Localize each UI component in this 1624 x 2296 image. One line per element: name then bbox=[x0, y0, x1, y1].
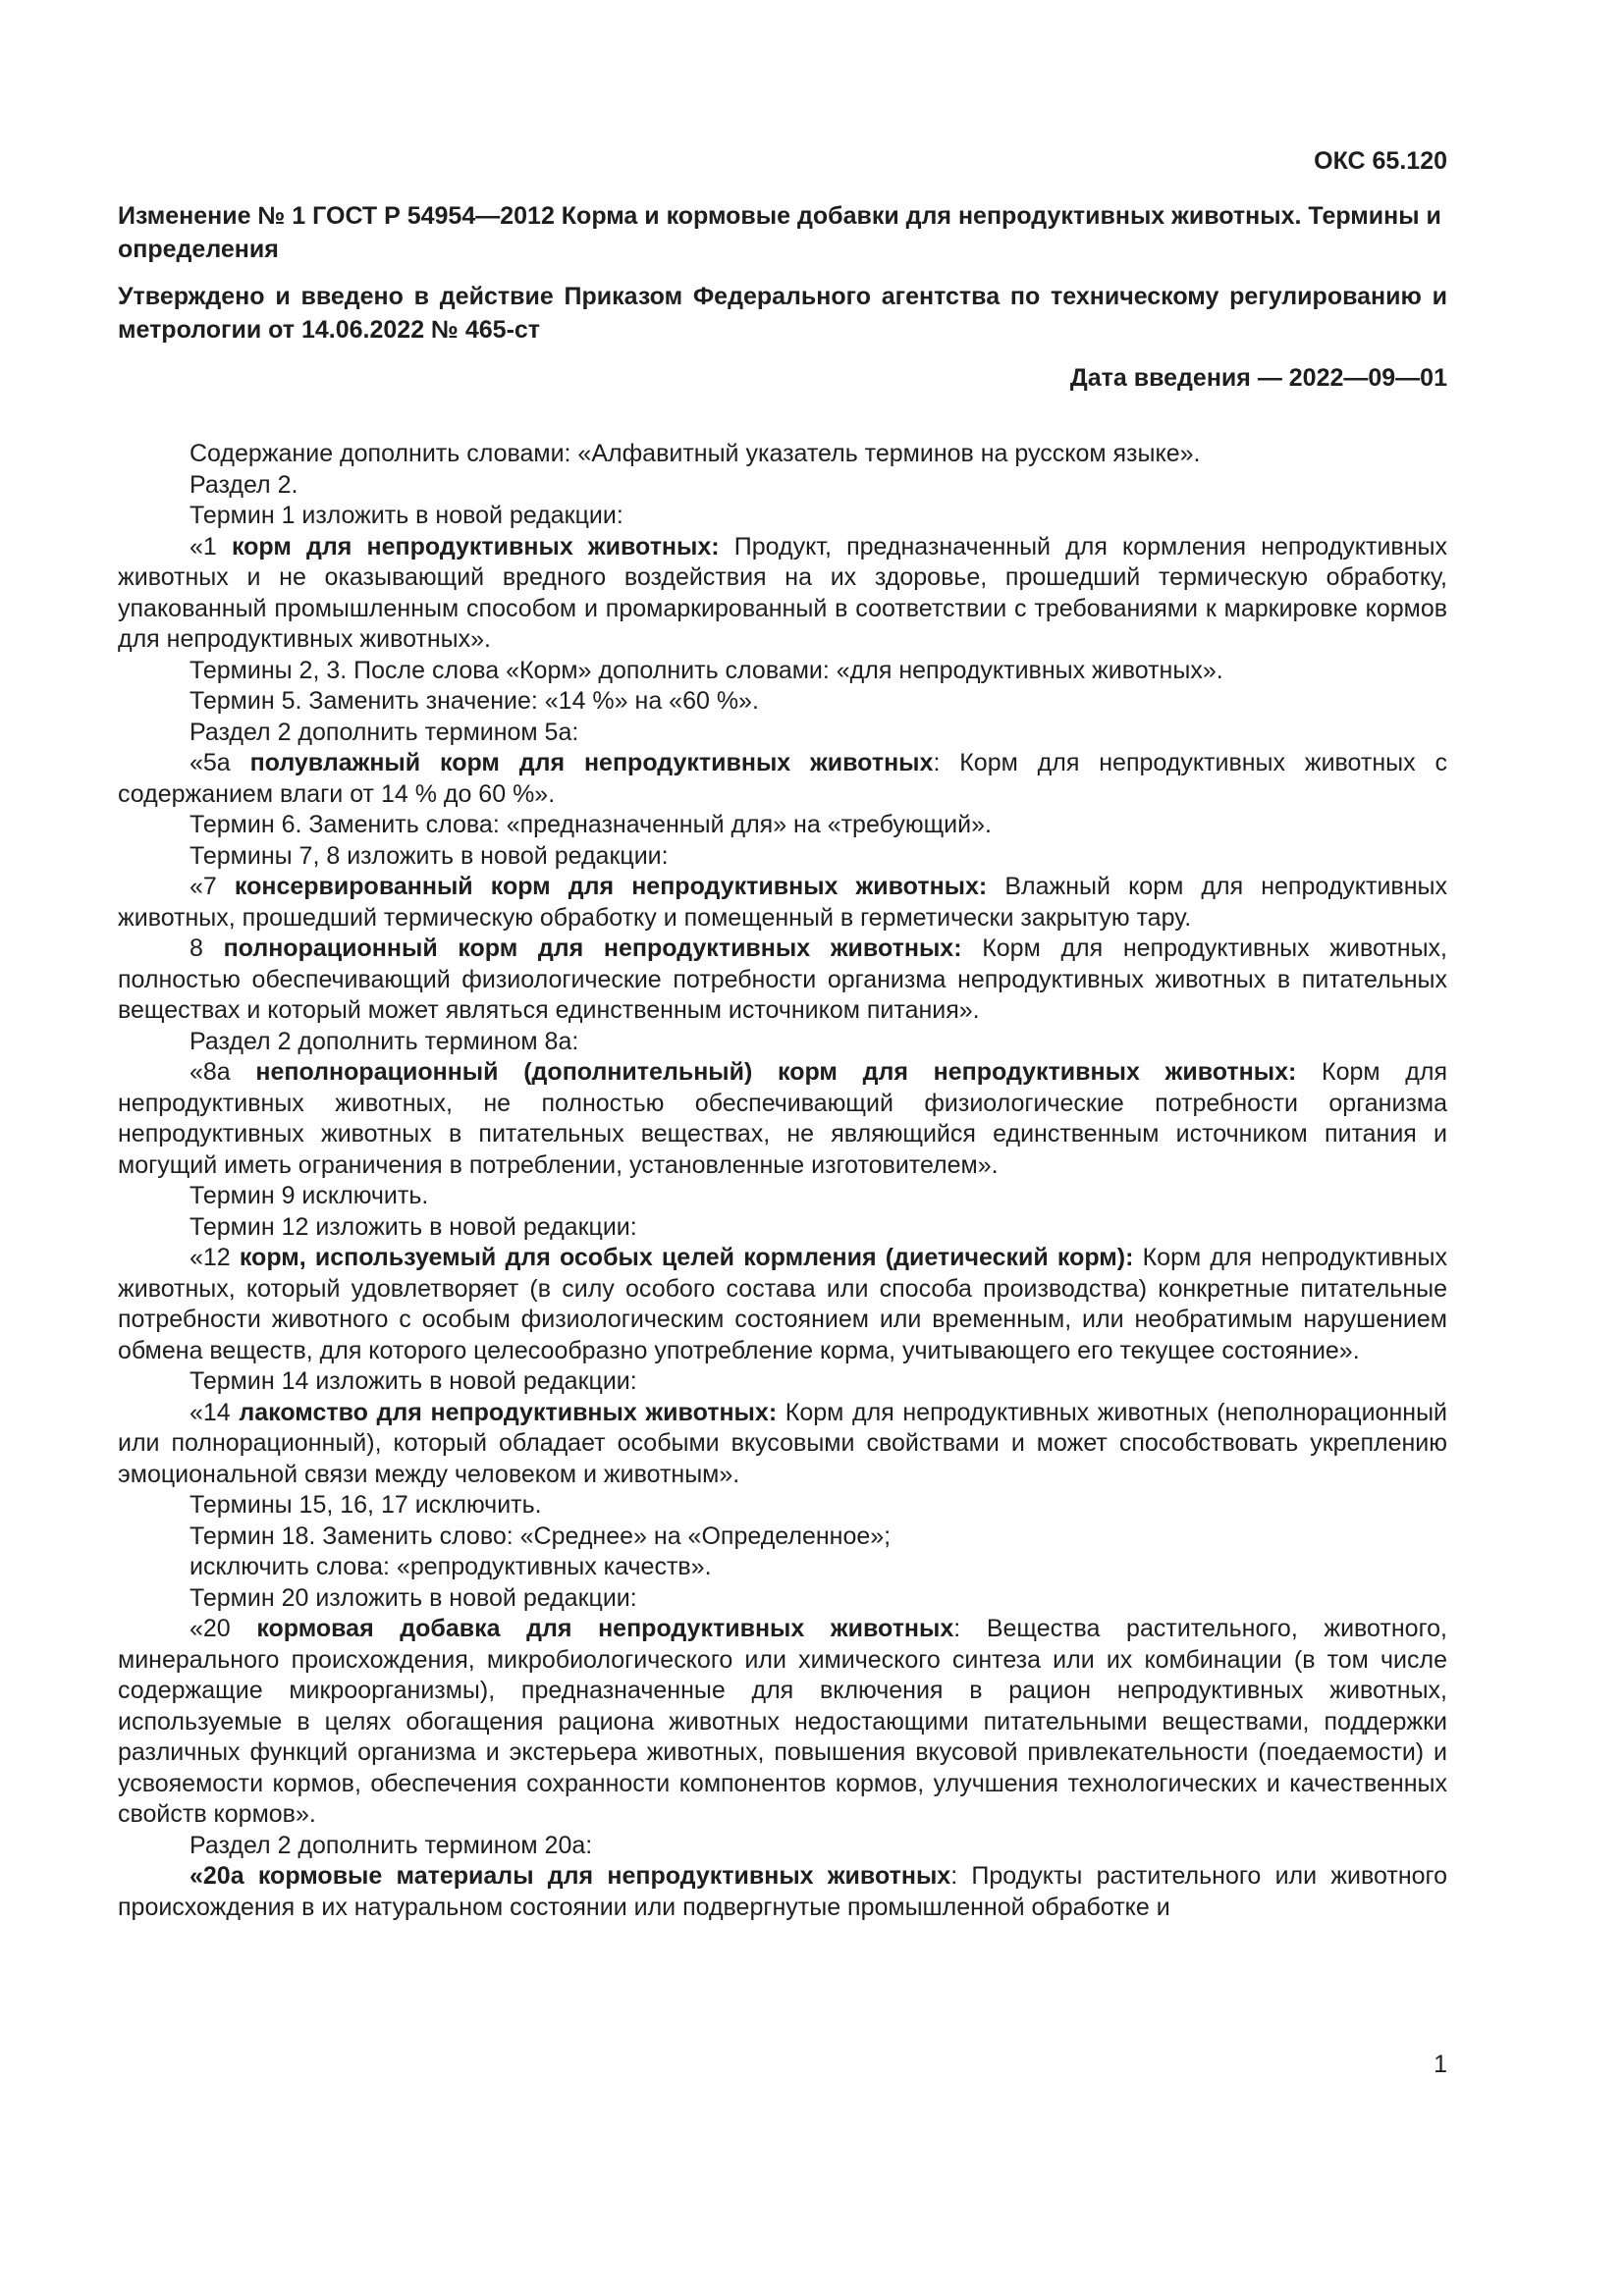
term-name: полнорационный корм для непродуктивных животных: bbox=[223, 934, 962, 962]
paragraph: Раздел 2. bbox=[189, 470, 298, 499]
paragraph: Термин 20 изложить в новой редакции: bbox=[189, 1583, 637, 1612]
term-name: консервированный корм для непродуктивных животных: bbox=[234, 873, 988, 900]
paragraph: Термин 5. Заменить значение: «14 %» на «60 %». bbox=[189, 687, 759, 715]
paragraph: Термин 6. Заменить слова: «предназначенный для» на «требующий». bbox=[189, 811, 992, 838]
paragraph: Раздел 2 дополнить термином 5а: bbox=[189, 718, 579, 746]
term-definition: «8а неполнорационный (дополнительный) корм для непродуктивных животных: Корм для непродуктивных животных, не полностью обеспечивающий физиологические потребности организма непродуктивных животных в питательных веществах, не являющийся единственным источником питания и могущий иметь ограничения в потреблении, установленные изготовителем». bbox=[118, 1058, 1447, 1179]
term-definition: «5а полувлажный корм для непродуктивных животных: Корм для непродуктивных животных с содержанием влаги от 14 % до 60 %». bbox=[118, 749, 1447, 808]
paragraph: исключить слова: «репродуктивных качеств». bbox=[189, 1553, 712, 1580]
term-name: корм для непродуктивных животных: bbox=[231, 532, 720, 561]
term-definition: «1 корм для непродуктивных животных: Продукт, предназначенный для кормления непродуктивных животных и не оказывающий вредного воздействия на их здоровье, прошедший термическую обработку, упакованный промышленным способом и промаркированный в соответствии с требованиями к маркировке кормов для непродуктивных животных». bbox=[118, 532, 1447, 653]
paragraph: Термин 9 исключить. bbox=[189, 1182, 429, 1209]
paragraph: Термин 12 изложить в новой редакции: bbox=[189, 1212, 637, 1241]
classification-code: ОКС 65.120 bbox=[1314, 147, 1447, 175]
term-prefix: «20а bbox=[189, 1862, 258, 1890]
paragraph: Термин 18. Заменить слово: «Среднее» на «Определенное»; bbox=[189, 1522, 892, 1550]
term-definition: «14 лакомство для непродуктивных животных: Корм для непродуктивных животных (неполнорационный или полнорационный), который обладает особыми вкусовыми свойствами и может способствовать укреплению эмоциональной связи между человеком и животным». bbox=[118, 1398, 1447, 1488]
term-name: кормовая добавка для непродуктивных животных bbox=[256, 1615, 954, 1642]
term-name: корм, используемый для особых целей кормления (диетический корм): bbox=[239, 1244, 1134, 1271]
document-body bbox=[118, 439, 1447, 1923]
effective-date: Дата введения — 2022—09—01 bbox=[1069, 364, 1447, 392]
paragraph: Содержание дополнить словами: «Алфавитный указатель терминов на русском языке». bbox=[189, 440, 1201, 467]
paragraph: Термины 2, 3. После слова «Корм» дополнить словами: «для непродуктивных животных». bbox=[189, 656, 1223, 684]
term-name: лакомство для непродуктивных животных: bbox=[239, 1398, 778, 1426]
term-definition: «20а кормовые материалы для непродуктивных животных: Продукты растительного или животного происхождения в их натуральном состоянии или подвергнутые промышленной обработке и bbox=[118, 1862, 1447, 1921]
term-definition: «7 консервированный корм для непродуктивных животных: Влажный корм для непродуктивных животных, прошедший термическую обработку и помещенный в герметически закрытую тару. bbox=[118, 873, 1447, 932]
term-definition: «12 корм, используемый для особых целей кормления (диетический корм): Корм для непродуктивных животных, который удовлетворяет (в силу особого состава или способа производства) конкретные питательные потребности животного с особым физиологическим состоянием или временным, или необратимым нарушением обмена веществ, для которого целесообразно употребление корма, учитывающего его текущее состояние». bbox=[118, 1244, 1447, 1364]
term-name: неполнорационный (дополнительный) корм для непродуктивных животных: bbox=[255, 1058, 1297, 1086]
term-name: полувлажный корм для непродуктивных животных bbox=[249, 749, 934, 776]
paragraph: Термины 7, 8 изложить в новой редакции: bbox=[189, 841, 669, 870]
paragraph: Термины 15, 16, 17 исключить. bbox=[189, 1491, 542, 1519]
document-title: Изменение № 1 ГОСТ Р 54954—2012 Корма и кормовые добавки для непродуктивных животных. Термины и определения bbox=[118, 202, 1441, 263]
paragraph: Термин 14 изложить в новой редакции: bbox=[189, 1367, 637, 1395]
paragraph: Раздел 2 дополнить термином 20а: bbox=[189, 1831, 593, 1859]
approval-statement: Утверждено и введено в действие Приказом Федерального агентства по техническому регулированию и метрологии от 14.06.2022 № 465-ст bbox=[118, 283, 1447, 344]
term-name: кормовые материалы для непродуктивных животных bbox=[257, 1862, 951, 1890]
term-definition: «20 кормовая добавка для непродуктивных животных: Вещества растительного, животного, минерального происхождения, микробиологического или химического синтеза или их комбинации (в том числе содержащие микроорганизмы), предназначенные для включения в рацион непродуктивных животных, используемые в целях обогащения рациона животных недостающими питательными веществами, поддержки различных функций организма и экстерьера животных, повышения вкусовой привлекательности (поедаемости) и усвояемости кормов, обеспечения сохранности компонентов кормов, улучшения технологических и качественных свойств кормов». bbox=[118, 1615, 1447, 1828]
paragraph: Раздел 2 дополнить термином 8а: bbox=[189, 1027, 579, 1055]
paragraph: Термин 1 изложить в новой редакции: bbox=[189, 502, 623, 529]
term-definition: 8 полнорационный корм для непродуктивных животных: Корм для непродуктивных животных, полностью обеспечивающий физиологические потребности организма непродуктивных животных в питательных веществах и который может являться единственным источником питания». bbox=[118, 934, 1447, 1024]
page-number: 1 bbox=[1434, 2051, 1447, 2078]
